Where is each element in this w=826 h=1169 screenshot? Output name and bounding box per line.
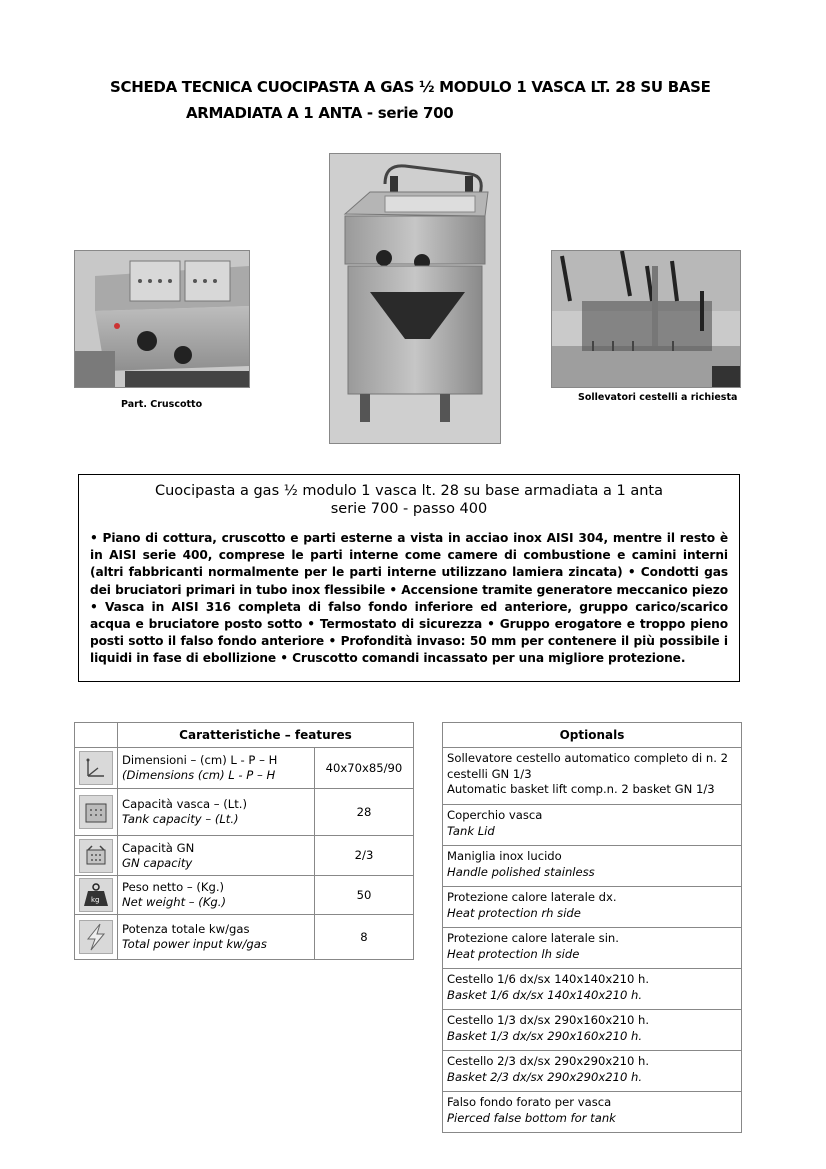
description-heading-2: serie 700 - passo 400	[330, 501, 488, 517]
right-photo-caption: Sollevatori cestelli a richiesta	[578, 392, 738, 403]
optional-label-en: Basket 1/3 dx/sx 290x160x210 h.	[447, 1028, 643, 1043]
table-row	[75, 876, 414, 915]
optional-label: Protezione calore laterale sin.	[447, 931, 619, 945]
list-item	[443, 928, 742, 969]
title-line-1: SCHEDA TECNICA CUOCIPASTA A GAS ½ MODULO 1 VASCA LT. 28 SU BASE	[110, 78, 711, 96]
list-item	[443, 1010, 742, 1051]
feature-label: Capacità GN	[122, 840, 195, 855]
optional-label: Cestello 1/6 dx/sx 140x140x210 h.	[447, 972, 650, 986]
feature-label-en: Total power input kw/gas	[122, 937, 267, 951]
control-panel-photo	[74, 250, 250, 388]
table-row	[75, 915, 414, 960]
feature-label: Capacità vasca – (Lt.)	[122, 797, 247, 811]
optional-label-en: Heat protection lh side	[447, 946, 580, 961]
optional-label-en: Heat protection rh side	[447, 905, 581, 920]
svg-text:kg: kg	[91, 896, 100, 904]
feature-value: 2/3	[315, 836, 414, 876]
optional-label: Maniglia inox lucido	[447, 849, 562, 863]
feature-label-en: Tank capacity – (Lt.)	[122, 812, 239, 826]
features-header-blank	[75, 723, 118, 748]
optional-label: Protezione calore laterale dx.	[447, 890, 617, 904]
optional-label: Sollevatore cestello automatico completo di n. 2 cestelli GN 1/3	[447, 751, 728, 781]
feature-label: Potenza totale kw/gas	[122, 922, 250, 936]
basket-icon	[79, 839, 113, 873]
feature-value: 28	[315, 789, 414, 836]
optional-label: Cestello 1/3 dx/sx 290x160x210 h.	[447, 1013, 650, 1027]
description-body: • Piano di cottura, cruscotto e parti esterne a vista in acciao inox AISI 304, mentre il resto è in AISI serie 400, comprese le parti interne come camere di combustione e camini interni (altri fabbricanti normalmente per le parti interne utilizzano lamiera zincata) • Condotti gas dei bruciatori primari in tubo inox flessibile • Accensione tramite generatore meccanico piezo • Vasca in AISI 316 completa di falso fondo inferiore ed anteriore, gruppo carico/scarico acqua e bruciatore posto sotto • Termostato di sicurezza • Gruppo erogatore e troppo pieno posti sotto il falso fondo anteriore • Profondità invaso: 50 mm per contenere il più possibile i liquidi in fase di ebollizione • Cruscotto comandi incassato per una migliore protezione.	[90, 531, 728, 666]
optional-label: Coperchio vasca	[447, 808, 543, 822]
table-row	[75, 748, 414, 789]
table-row	[75, 836, 414, 876]
feature-label-en: Net weight – (Kg.)	[122, 895, 226, 909]
optional-label-en: Pierced false bottom for tank	[447, 1110, 616, 1125]
power-icon	[79, 920, 113, 954]
feature-label: Peso netto – (Kg.)	[122, 880, 225, 894]
basket-lift-photo	[551, 250, 741, 388]
list-item	[443, 887, 742, 928]
tank-icon	[79, 795, 113, 829]
optional-label-en: Handle polished stainless	[447, 864, 595, 879]
optional-label: Cestello 2/3 dx/sx 290x290x210 h.	[447, 1054, 650, 1068]
left-photo-caption: Part. Cruscotto	[121, 399, 203, 410]
list-item	[443, 846, 742, 887]
optional-label-en: Basket 1/6 dx/sx 140x140x210 h.	[447, 987, 643, 1002]
feature-label: Dimensioni – (cm) L - P – H	[122, 753, 278, 767]
list-item	[443, 969, 742, 1010]
feature-value: 8	[315, 915, 414, 960]
list-item	[443, 805, 742, 846]
list-item	[443, 748, 742, 805]
table-row	[75, 789, 414, 836]
optional-label: Falso fondo forato per vasca	[447, 1095, 612, 1109]
feature-label-en: (Dimensions (cm) L - P – H	[122, 768, 276, 782]
feature-value: 50	[315, 876, 414, 915]
optional-label-en: Tank Lid	[447, 823, 495, 838]
product-photo	[329, 153, 501, 444]
description-heading-1: Cuocipasta a gas ½ modulo 1 vasca lt. 28 su base armadiata a 1 anta	[154, 483, 664, 499]
features-header: Caratteristiche – features	[118, 723, 414, 748]
optionals-header: Optionals	[443, 723, 742, 748]
weight-icon	[79, 878, 113, 912]
title-line-2: ARMADIATA A 1 ANTA - serie 700	[186, 104, 454, 122]
features-table	[74, 722, 414, 960]
list-item	[443, 1051, 742, 1092]
description-box	[78, 474, 740, 682]
list-item	[443, 1092, 742, 1133]
optionals-table	[442, 722, 742, 1133]
optional-label-en: Automatic basket lift comp.n. 2 basket GN 1/3	[447, 782, 715, 796]
feature-value: 40x70x85/90	[315, 748, 414, 789]
feature-label-en: GN capacity	[122, 855, 193, 870]
dimensions-icon	[79, 751, 113, 785]
optional-label-en: Basket 2/3 dx/sx 290x290x210 h.	[447, 1069, 643, 1084]
